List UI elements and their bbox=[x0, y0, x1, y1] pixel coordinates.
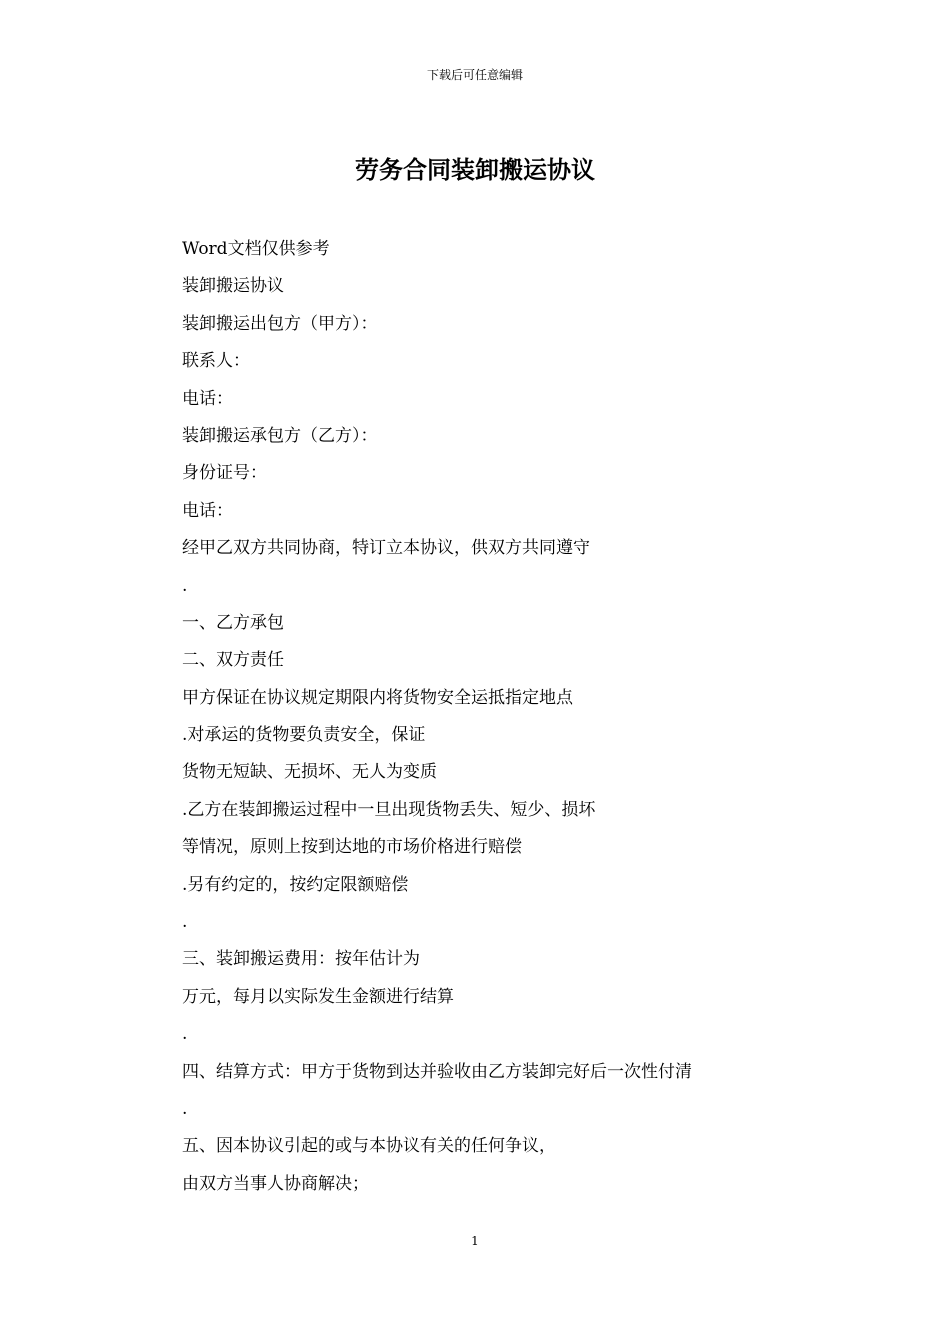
body-line: 经甲乙双方共同协商，特订立本协议，供双方共同遵守 bbox=[182, 538, 590, 559]
body-line: 身份证号： bbox=[182, 463, 267, 484]
body-line: 五、因本协议引起的或与本协议有关的任何争议， bbox=[182, 1136, 556, 1157]
body-line: 等情况，原则上按到达地的市场价格进行赔偿 bbox=[182, 837, 522, 858]
body-line: . bbox=[182, 1098, 188, 1119]
body-line: 三、装卸搬运费用：按年估计为 bbox=[182, 949, 420, 970]
document-body bbox=[182, 231, 802, 1203]
body-line: 货物无短缺、无损坏、无人为变质 bbox=[182, 762, 437, 783]
body-line: .乙方在装卸搬运过程中一旦出现货物丢失、短少、损坏 bbox=[182, 799, 596, 820]
body-line: .对承运的货物要负责安全，保证 bbox=[182, 725, 426, 746]
body-line: 甲方保证在协议规定期限内将货物安全运抵指定地点 bbox=[182, 687, 573, 708]
body-line: 二、双方责任 bbox=[182, 650, 284, 671]
body-line: 四、结算方式：甲方于货物到达并验收由乙方装卸完好后一次性付清 bbox=[182, 1061, 692, 1082]
body-line: 装卸搬运协议 bbox=[182, 276, 284, 297]
body-line: .另有约定的，按约定限额赔偿 bbox=[182, 874, 409, 895]
body-line: 一、乙方承包 bbox=[182, 612, 284, 633]
body-line: Word文档仅供参考 bbox=[182, 239, 330, 259]
body-line: 装卸搬运出包方（甲方）： bbox=[182, 313, 378, 334]
body-line: 装卸搬运承包方（乙方）： bbox=[182, 425, 378, 446]
body-line: 电话： bbox=[182, 388, 233, 409]
body-line: 万元，每月以实际发生金额进行结算 bbox=[182, 986, 454, 1007]
body-line: . bbox=[182, 912, 188, 933]
body-line: . bbox=[182, 1024, 188, 1045]
body-line: . bbox=[182, 575, 188, 596]
body-line: 联系人： bbox=[182, 351, 250, 372]
body-line: 电话： bbox=[182, 500, 233, 521]
document-title: 劳务合同装卸搬运协议 bbox=[355, 156, 595, 184]
page-header-note: 下载后可任意编辑 bbox=[426, 68, 523, 82]
body-line: 由双方当事人协商解决； bbox=[182, 1173, 369, 1194]
page-number: 1 bbox=[471, 1234, 479, 1248]
